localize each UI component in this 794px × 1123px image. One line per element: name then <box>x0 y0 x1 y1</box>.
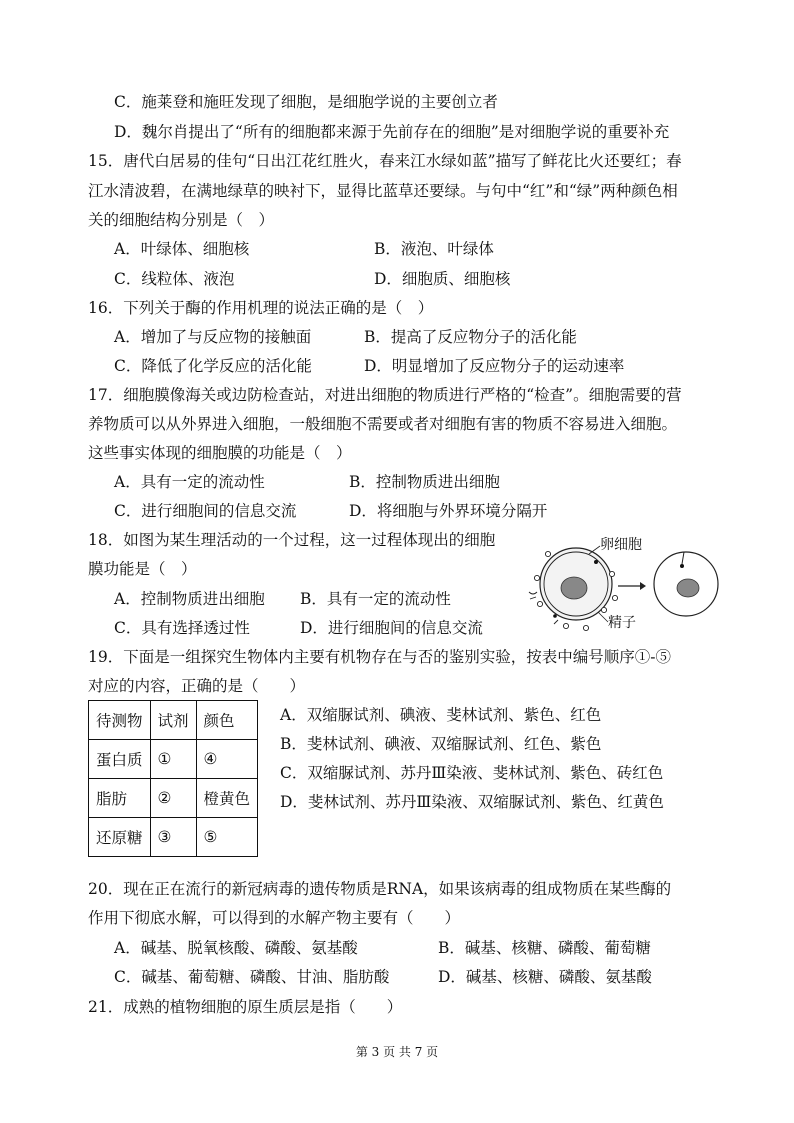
q19-stem-line2: 对应的内容，正确的是（ ） <box>88 677 306 695</box>
q16-stem: 16．下列关于酶的作用机理的说法正确的是（ ） <box>88 299 434 317</box>
q16-option-d: D．明显增加了反应物分子的运动速率 <box>364 357 625 375</box>
table-cell: ③ <box>150 818 196 857</box>
q17-option-d: D．将细胞与外界环境分隔开 <box>349 502 548 520</box>
q16-option-b: B．提高了反应物分子的活化能 <box>364 328 577 346</box>
q19-option-c: C．双缩脲试剂、苏丹Ⅲ染液、斐林试剂、紫色、砖红色 <box>280 764 664 782</box>
q17-option-c: C．进行细胞间的信息交流 <box>114 502 297 520</box>
q16-option-a: A．增加了与反应物的接触面 <box>114 328 312 346</box>
q20-stem-line2: 作用下彻底水解，可以得到的水解产物主要有（ ） <box>88 909 461 927</box>
q20-option-d: D．碱基、核糖、磷酸、氨基酸 <box>438 968 652 986</box>
q19-option-a: A．双缩脲试剂、碘液、斐林试剂、紫色、红色 <box>280 706 602 724</box>
page-number: 第 3 页 共 7 页 <box>355 1045 439 1059</box>
q19-reagent-table <box>88 700 258 857</box>
table-cell: 脂肪 <box>89 779 151 818</box>
table-row <box>89 740 258 779</box>
q15-option-a: A．叶绿体、细胞核 <box>114 240 250 258</box>
table-row <box>89 818 258 857</box>
q20-option-c: C．碱基、葡萄糖、磷酸、甘油、脂肪酸 <box>114 968 390 986</box>
q20-stem-line1: 20．现在正在流行的新冠病毒的遗传物质是RNA，如果该病毒的组成物质在某些酶的 <box>88 880 672 898</box>
table-cell: 还原糖 <box>89 818 151 857</box>
q15-option-b: B．液泡、叶绿体 <box>374 240 494 258</box>
q18-option-b: B．具有一定的流动性 <box>300 590 451 608</box>
q18-option-a: A．控制物质进出细胞 <box>114 590 265 608</box>
q18-option-c: C．具有选择透过性 <box>114 619 250 637</box>
egg-cell-label: 卵细胞 <box>600 537 642 553</box>
q19-option-d: D．斐林试剂、苏丹Ⅲ染液、双缩脲试剂、紫色、红黄色 <box>280 793 664 811</box>
q15-stem-line1: 15．唐代白居易的佳句“日出江花红胜火，春来江水绿如蓝”描写了鲜花比火还要红；春 <box>88 152 682 170</box>
table-cell: 蛋白质 <box>89 740 151 779</box>
q14-option-d: D．魏尔肖提出了“所有的细胞都来源于先前存在的细胞”是对细胞学说的重要补充 <box>114 123 670 141</box>
q18-stem-line1: 18．如图为某生理活动的一个过程，这一过程体现出的细胞 <box>88 531 496 549</box>
q17-option-b: B．控制物质进出细胞 <box>349 473 500 491</box>
q15-option-c: C．线粒体、液泡 <box>114 270 235 288</box>
q19-stem-line1: 19．下面是一组探究生物体内主要有机物存在与否的鉴别实验，按表中编号顺序①-⑤ <box>88 648 671 666</box>
q15-option-d: D．细胞质、细胞核 <box>374 270 511 288</box>
table-header: 颜色 <box>196 701 258 740</box>
table-cell: ① <box>150 740 196 779</box>
table-cell: ④ <box>196 740 258 779</box>
egg-nucleus <box>561 577 587 599</box>
q16-option-c: C．降低了化学反应的活化能 <box>114 357 312 375</box>
q17-option-a: A．具有一定的流动性 <box>114 473 265 491</box>
table-cell: 橙黄色 <box>196 779 258 818</box>
q20-option-a: A．碱基、脱氧核酸、磷酸、氨基酸 <box>114 939 358 957</box>
q18-option-d: D．进行细胞间的信息交流 <box>300 619 483 637</box>
q21-stem: 21．成熟的植物细胞的原生质层是指（ ） <box>88 998 403 1016</box>
table-header: 试剂 <box>150 701 196 740</box>
table-header: 待测物 <box>89 701 151 740</box>
table-row <box>89 779 258 818</box>
table-cell: ⑤ <box>196 818 258 857</box>
table-header-row <box>89 701 258 740</box>
fertilization-diagram <box>524 534 724 634</box>
q14-option-c: C．施莱登和施旺发现了细胞，是细胞学说的主要创立者 <box>114 93 498 111</box>
q19-option-b: B．斐林试剂、碘液、双缩脲试剂、红色、紫色 <box>280 735 602 753</box>
q17-stem-line2: 养物质可以从外界进入细胞，一般细胞不需要或者对细胞有害的物质不容易进入细胞。 <box>88 415 678 433</box>
q15-stem-line2: 江水清波碧，在满地绿草的映衬下，显得比蓝草还要绿。与句中“红”和“绿”两种颜色相 <box>88 182 678 200</box>
q18-stem-line2: 膜功能是（ ） <box>88 560 197 578</box>
q15-stem-line3: 关的细胞结构分别是（ ） <box>88 211 275 229</box>
table-cell: ② <box>150 779 196 818</box>
q17-stem-line1: 17．细胞膜像海关或边防检查站，对进出细胞的物质进行严格的“检查”。细胞需要的营 <box>88 386 682 404</box>
sperm-label: 精子 <box>608 615 636 631</box>
fertilized-egg <box>654 552 718 616</box>
q20-option-b: B．碱基、核糖、磷酸、葡萄糖 <box>438 939 651 957</box>
q17-stem-line3: 这些事实体现的细胞膜的功能是（ ） <box>88 444 352 462</box>
